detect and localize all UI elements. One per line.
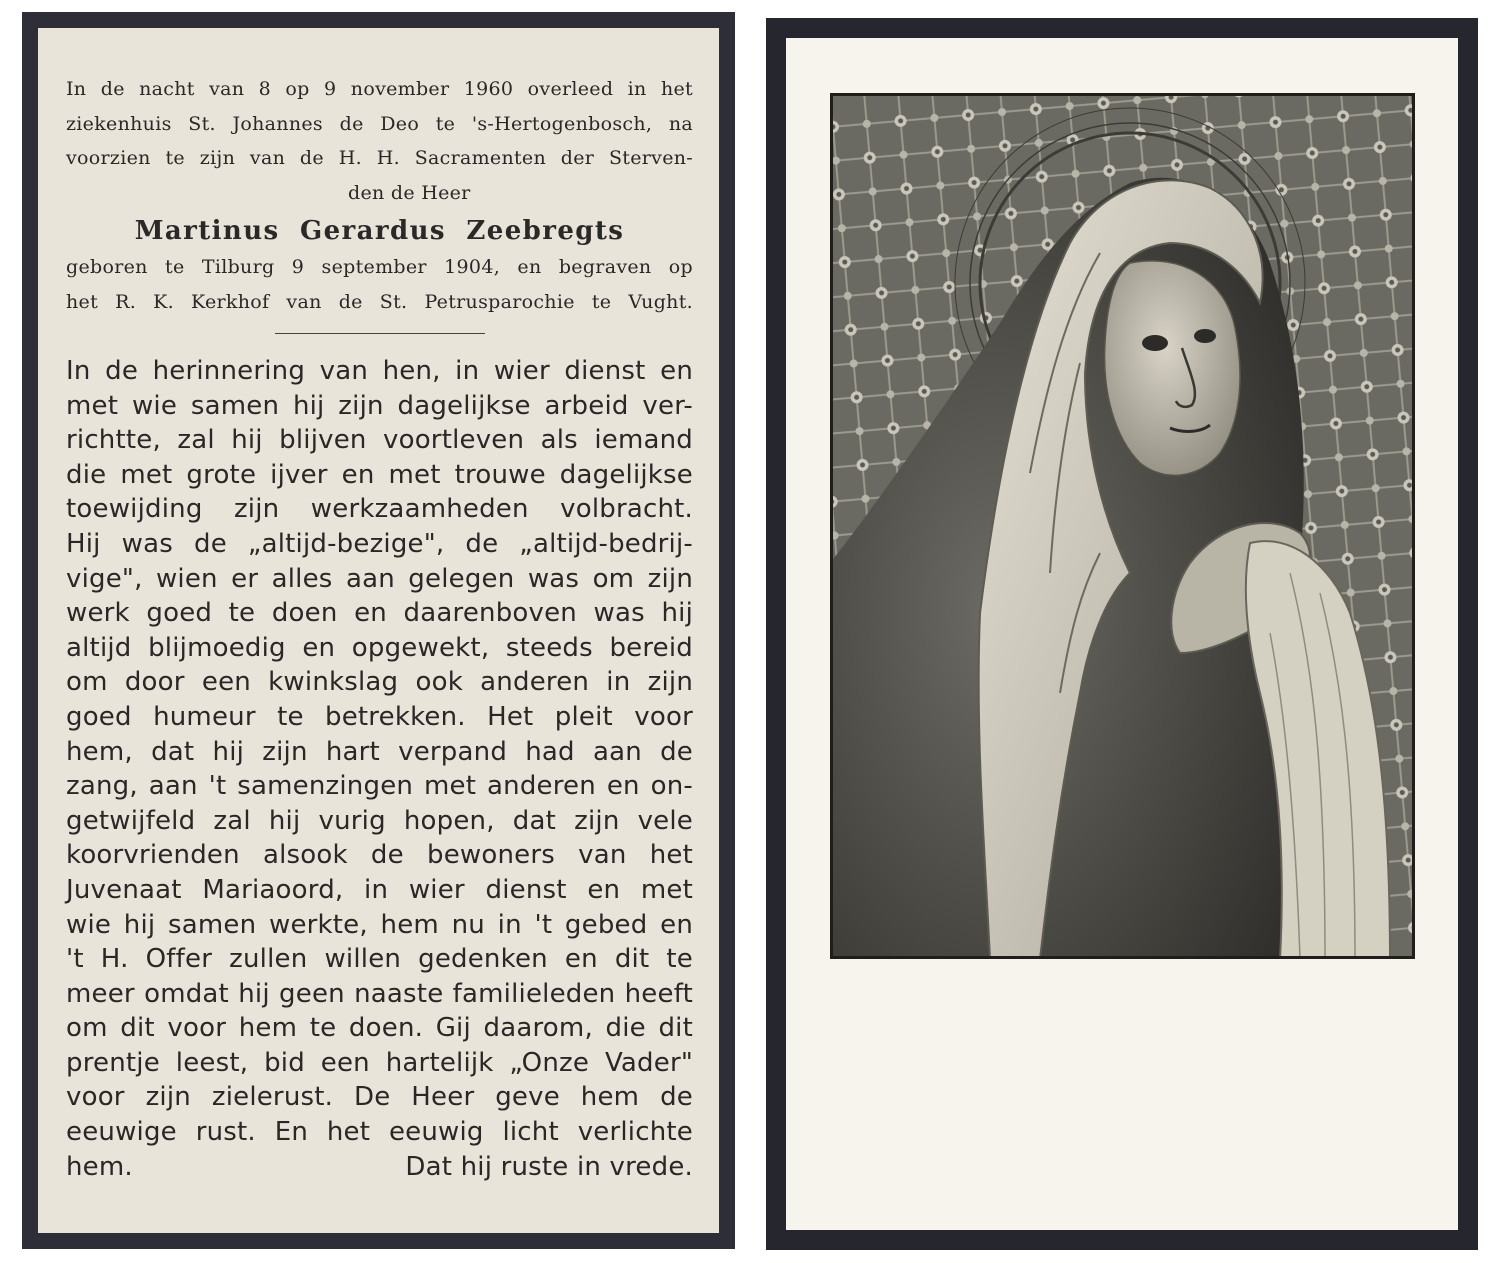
text-line: Hij was de „altijd-bezige", de „altijd-bedrij- xyxy=(66,528,693,559)
text-line: die met grote ijver en met trouwe dagelijkse xyxy=(66,459,693,490)
text-line: zang, aan 't samenzingen met anderen en on- xyxy=(66,771,693,802)
text-line: om door een kwinkslag ook anderen in zijn xyxy=(66,667,693,698)
text-line: Juvenaat Mariaoord, in wier dienst en met xyxy=(66,874,693,905)
text-line: 't H. Offer zullen willen gedenken en dit te xyxy=(66,944,693,975)
announcement-line: den de Heer xyxy=(348,181,471,204)
text-line: getwijfeld zal hij vurig hopen, dat zijn vele xyxy=(66,805,693,836)
remembrance-text xyxy=(66,354,693,1184)
devotional-picture-card xyxy=(766,18,1478,1250)
text-line: hem, dat hij zijn hart verpand had aan de xyxy=(66,736,693,767)
announcement-line: voorzien te zijn van de H. H. Sacramenten der Sterven- xyxy=(66,147,693,169)
text-line: toewijding zijn werkzaamheden volbracht. xyxy=(66,494,693,525)
text-line: richtte, zal hij blijven voortleven als iemand xyxy=(66,425,693,456)
text-line: werk goed te doen en daarenboven was hij xyxy=(66,598,693,629)
memorial-text-card xyxy=(22,12,735,1249)
birth-burial-line: het R. K. Kerkhof van de St. Petrusparochie te Vught. xyxy=(66,290,693,313)
face xyxy=(1105,261,1240,476)
text-line: vige", wien er alles aan gelegen was om zijn xyxy=(66,563,693,594)
closing-line xyxy=(66,1150,693,1185)
text-line: om dit voor hem te doen. Gij daarom, die dit xyxy=(66,1013,693,1044)
closing-left: hem. xyxy=(66,1151,133,1182)
memorial-text-content xyxy=(38,28,719,1233)
deceased-name: Martinus Gerardus Zeebregts xyxy=(134,216,625,246)
closing-right: Dat hij ruste in vrede. xyxy=(405,1151,693,1182)
birth-burial-info xyxy=(66,250,693,319)
birth-burial-line: geboren te Tilburg 9 september 1904, en begraven op xyxy=(66,256,693,278)
text-line: met wie samen hij zijn dagelijkse arbeid ver- xyxy=(66,390,693,421)
text-line: koorvrienden alsook de bewoners van het xyxy=(66,840,693,871)
text-line: In de herinnering van hen, in wier dienst en xyxy=(66,356,693,386)
madonna-engraving xyxy=(830,93,1415,959)
text-line: altijd blijmoedig en opgewekt, steeds bereid xyxy=(66,632,693,663)
text-line: prentje leest, bid een hartelijk „Onze Vader" xyxy=(66,1047,693,1078)
text-line: wie hij samen werkte, hem nu in 't gebed en xyxy=(66,909,693,940)
text-line: voor zijn zielerust. De Heer geve hem de xyxy=(66,1082,693,1113)
text-line: goed humeur te betrekken. Het pleit voor xyxy=(66,701,693,732)
announcement-line: ziekenhuis St. Johannes de Deo te 's-Hertogenbosch, na xyxy=(66,112,693,135)
text-line: meer omdat hij geen naaste familieleden heeft xyxy=(66,978,693,1009)
announcement-line: In de nacht van 8 op 9 november 1960 overleed in het xyxy=(66,78,693,100)
text-line: eeuwige rust. En het eeuwig licht verlichte xyxy=(66,1117,693,1148)
divider-rule xyxy=(275,333,485,334)
death-announcement xyxy=(66,72,693,210)
